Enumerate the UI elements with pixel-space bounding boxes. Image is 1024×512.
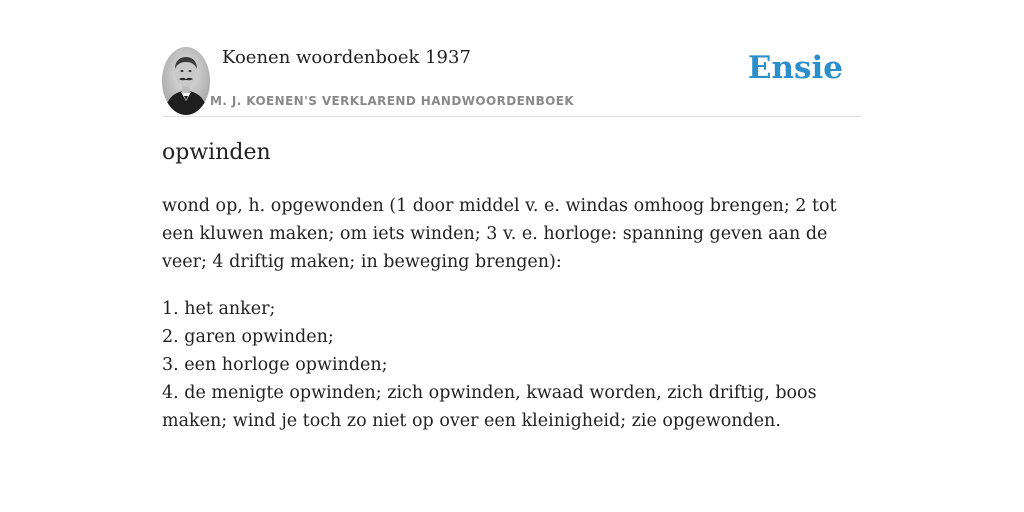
author-portrait-image xyxy=(162,47,210,115)
entry-headword: opwinden xyxy=(162,140,271,165)
meanings-list xyxy=(162,295,862,435)
meaning-item: 4. de menigte opwinden; zich opwinden, kwaad worden, zich driftig, boos maken; wind je toch zo niet op over een kleinigheid; zie opgewonden. xyxy=(162,383,817,431)
meaning-item: 1. het anker; xyxy=(162,299,276,319)
meaning-item: 2. garen opwinden; xyxy=(162,327,334,347)
author-portrait xyxy=(162,47,210,115)
entry-header xyxy=(162,44,862,117)
source-title: Koenen woordenboek 1937 xyxy=(222,47,471,68)
source-subtitle: M. J. KOENEN'S VERKLAREND HANDWOORDENBOEK xyxy=(210,94,575,108)
meaning-item: 3. een horloge opwinden; xyxy=(162,355,388,375)
entry-definition: wond op, h. opgewonden (1 door middel v. e. windas omhoog brengen; 2 tot een kluwen maken; om iets winden; 3 v. e. horloge: spanning geven aan de veer; 4 driftig maken; in beweging brengen): xyxy=(162,196,837,272)
ensie-logo-link[interactable]: Ensie xyxy=(747,50,843,86)
